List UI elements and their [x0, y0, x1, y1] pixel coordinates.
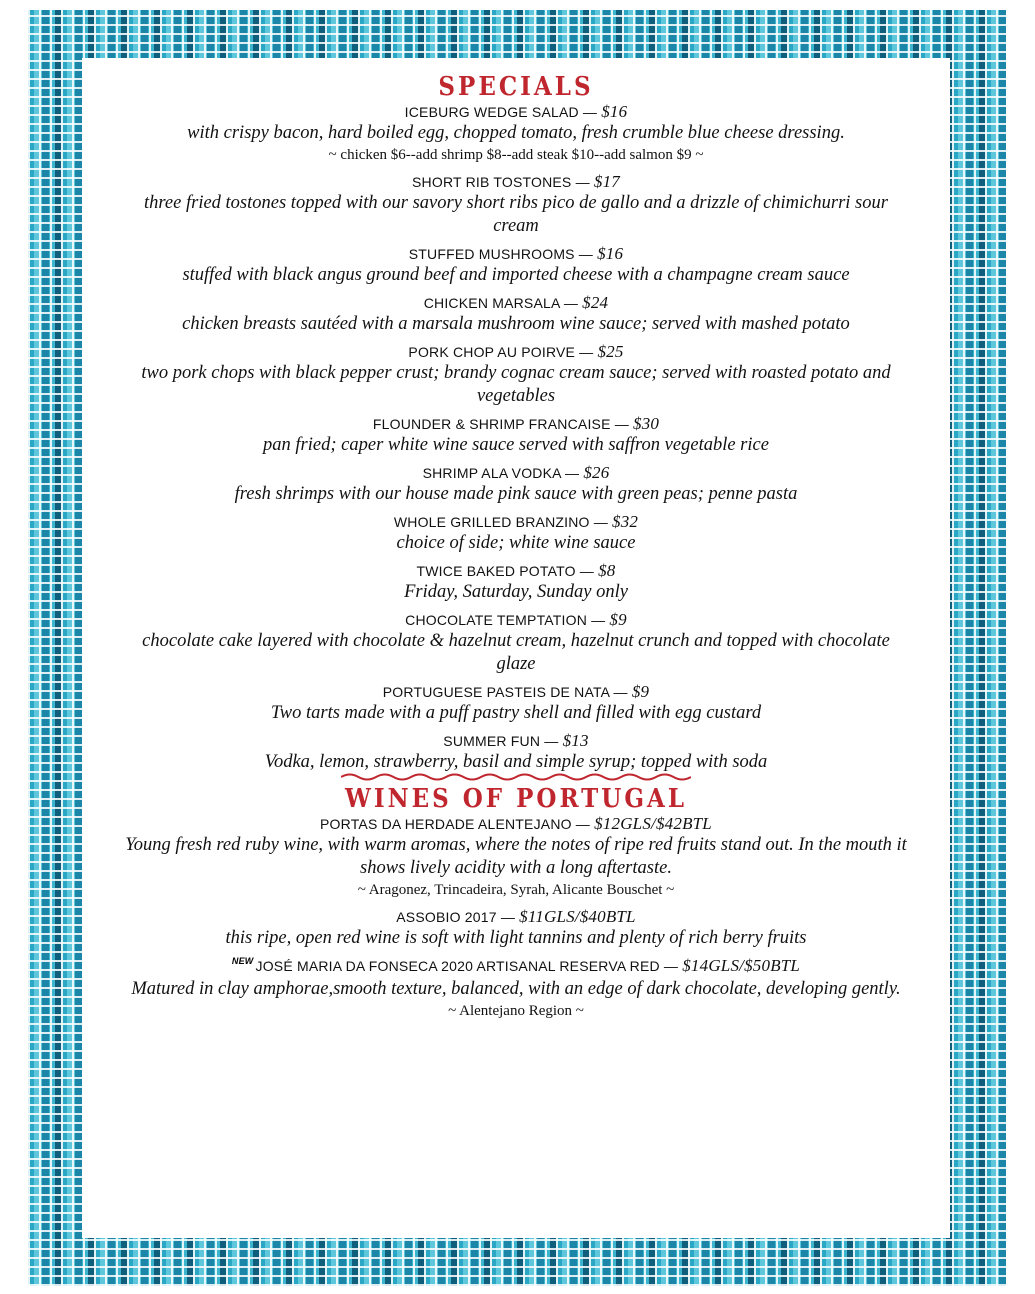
item-description: Two tarts made with a puff pastry shell and filled with egg custard	[270, 703, 762, 723]
item-title-line	[82, 731, 950, 751]
specials-item	[82, 561, 950, 604]
item-separator: —	[659, 958, 683, 974]
item-title-line	[82, 907, 950, 927]
item-title-line	[82, 244, 950, 264]
menu-content	[82, 72, 950, 1022]
specials-item	[82, 682, 950, 725]
item-name: PORTAS DA HERDADE ALENTEJANO	[320, 816, 572, 832]
item-name: CHOCOLATE TEMPTATION	[405, 612, 588, 628]
menu-panel	[82, 58, 950, 1238]
specials-item	[82, 731, 950, 774]
item-description: pan fried; caper white wine sauce served with saffron vegetable rice	[263, 435, 769, 455]
specials-item	[82, 102, 950, 166]
item-title-line	[82, 172, 950, 192]
item-name: STUFFED MUSHROOMS	[408, 246, 575, 262]
wines-item	[82, 956, 950, 1022]
item-name: CHICKEN MARSALA	[423, 295, 560, 311]
specials-item	[82, 244, 950, 287]
wines-item	[82, 907, 950, 950]
item-description: choice of side; white wine sauce	[396, 533, 636, 553]
item-separator: —	[571, 816, 595, 832]
specials-heading: SPECIALS	[438, 70, 594, 102]
item-title-line	[82, 561, 950, 581]
item-separator: —	[575, 344, 598, 360]
specials-item	[82, 342, 950, 408]
item-description: Vodka, lemon, strawberry, basil and simple syrup; topped with soda	[264, 752, 768, 772]
wines-list	[82, 814, 950, 1022]
item-price: $11GLS/$40BTL	[519, 907, 636, 926]
item-title-line	[82, 956, 950, 978]
item-price: $16	[601, 102, 628, 121]
item-price: $9	[609, 610, 627, 629]
item-name: JOSÉ MARIA DA FONSECA 2020 ARTISANAL RESERVA RED	[255, 958, 660, 974]
item-separator: —	[610, 416, 633, 432]
item-name: SHORT RIB TOSTONES	[412, 174, 572, 190]
item-name: SHRIMP ALA VODKA	[422, 465, 561, 481]
specials-item	[82, 293, 950, 336]
item-title-line	[82, 610, 950, 630]
item-name: ICEBURG WEDGE SALAD	[404, 104, 579, 120]
item-name: WHOLE GRILLED BRANZINO	[393, 514, 590, 530]
item-separator: —	[589, 514, 613, 530]
item-title-line	[82, 414, 950, 434]
item-price: $17	[593, 172, 620, 191]
item-price: $14GLS/$50BTL	[682, 956, 801, 975]
item-price: $26	[583, 463, 610, 482]
item-description: Young fresh red ruby wine, with warm aromas, where the notes of ripe red fruits stand out. In the mouth it shows lively acidity with a long aftertaste.	[125, 835, 907, 878]
item-price: $24	[582, 293, 609, 312]
item-note: ~ Alentejano Region ~	[448, 1003, 584, 1019]
item-name: PORTUGUESE PASTEIS DE NATA	[382, 684, 610, 700]
item-description: fresh shrimps with our house made pink sauce with green peas; penne pasta	[234, 484, 798, 504]
item-separator: —	[587, 612, 610, 628]
item-title-line	[82, 682, 950, 702]
item-separator: —	[540, 733, 563, 749]
item-note: ~ Aragonez, Trincadeira, Syrah, Alicante Bouschet ~	[357, 882, 675, 898]
item-name: FLOUNDER & SHRIMP FRANCAISE	[372, 416, 611, 432]
item-name: PORK CHOP AU POIRVE	[408, 344, 576, 360]
new-badge: NEW	[231, 956, 254, 966]
specials-list	[82, 102, 950, 774]
item-title-line	[82, 293, 950, 313]
wines-item	[82, 814, 950, 901]
item-description: Friday, Saturday, Sunday only	[404, 582, 628, 602]
wines-heading: WINES OF PORTUGAL	[344, 782, 687, 814]
item-description: with crispy bacon, hard boiled egg, chopped tomato, fresh crumble blue cheese dressing.	[187, 123, 845, 143]
item-price: $12GLS/$42BTL	[594, 814, 712, 833]
item-title-line	[82, 463, 950, 483]
item-price: $32	[612, 512, 639, 531]
item-description: three fried tostones topped with our savory short ribs pico de gallo and a drizzle of chimichurri sour cream	[144, 193, 888, 236]
item-title-line	[82, 814, 950, 834]
item-name: SUMMER FUN	[443, 733, 541, 749]
item-title-line	[82, 512, 950, 532]
specials-item	[82, 172, 950, 238]
item-name: TWICE BAKED POTATO	[416, 563, 576, 579]
item-separator: —	[575, 563, 599, 579]
item-separator: —	[578, 104, 602, 120]
item-separator: —	[574, 246, 598, 262]
item-description: two pork chops with black pepper crust; brandy cognac cream sauce; served with roasted potato and vegetables	[141, 363, 891, 406]
item-description: stuffed with black angus ground beef and imported cheese with a champagne cream sauce	[182, 265, 850, 285]
item-description: this ripe, open red wine is soft with light tannins and plenty of rich berry fruits	[225, 928, 807, 948]
specials-item	[82, 610, 950, 676]
item-price: $30	[633, 414, 660, 433]
item-description: chicken breasts sautéed with a marsala mushroom wine sauce; served with mashed potato	[182, 314, 850, 334]
specials-item	[82, 463, 950, 506]
item-title-line	[82, 102, 950, 122]
item-description: chocolate cake layered with chocolate & hazelnut cream, hazelnut crunch and topped with chocolate glaze	[142, 631, 890, 674]
item-price: $13	[562, 731, 589, 750]
item-price: $16	[597, 244, 624, 263]
specials-item	[82, 512, 950, 555]
item-name: ASSOBIO 2017	[396, 909, 497, 925]
item-title-line	[82, 342, 950, 362]
item-price: $25	[597, 342, 624, 361]
item-separator: —	[571, 174, 594, 190]
item-separator: —	[496, 909, 520, 925]
item-description: Matured in clay amphorae,smooth texture, balanced, with an edge of dark chocolate, developing gently.	[131, 979, 901, 999]
item-separator: —	[560, 465, 584, 481]
item-price: $8	[598, 561, 616, 580]
item-note: ~ chicken $6--add shrimp $8--add steak $10--add salmon $9 ~	[328, 147, 704, 163]
item-separator: —	[609, 684, 632, 700]
item-separator: —	[559, 295, 583, 311]
item-price: $9	[631, 682, 650, 701]
specials-item	[82, 414, 950, 457]
